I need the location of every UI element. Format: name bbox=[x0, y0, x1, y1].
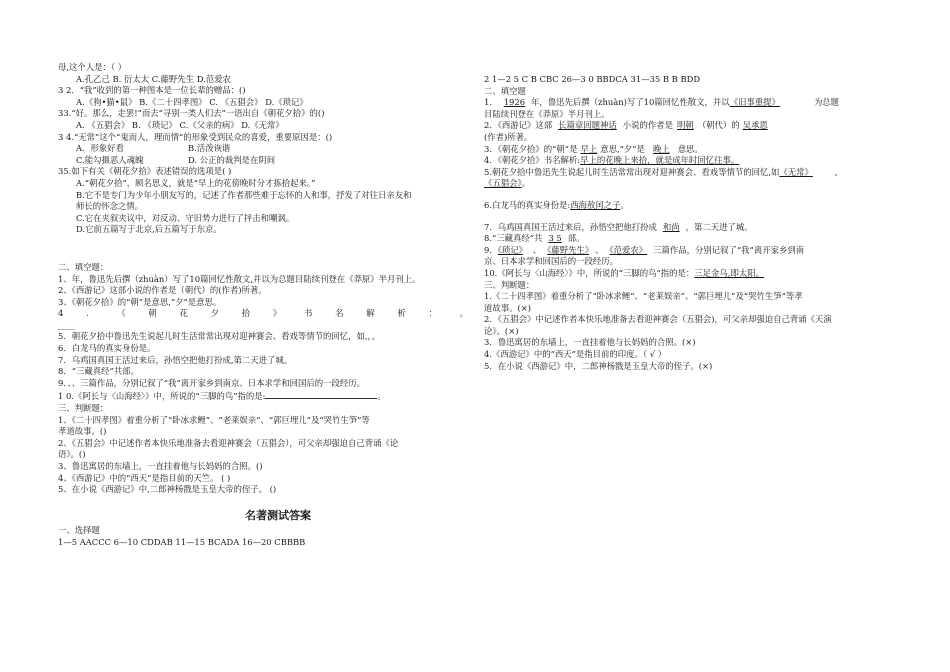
answer-fill-2-pre: 2．《西游记》这部 bbox=[484, 120, 553, 131]
fill-q10-blank bbox=[265, 389, 377, 399]
answer-fill-9-a: 《琐记》 bbox=[497, 244, 523, 255]
answer-judge-title: 三、判断题： bbox=[484, 279, 535, 290]
answer-judge-2b: 论》。(×) bbox=[484, 325, 519, 336]
fill-q4-char: 拾 bbox=[241, 308, 251, 319]
answer-choice-line-1: 1—5 AACCC 6—10 CDDAB 11—15 BCADA 16—20 CBBBB bbox=[58, 536, 306, 547]
answer-judge-1b: 道故事。(×) bbox=[484, 302, 532, 313]
q35-option-a: A.“朝花夕拾”，顾名思义，就是“早上的花傍晚时分才拣拾起来。” bbox=[76, 177, 316, 188]
answer-judge-5: 5．在小说《西游记》中，二郎神杨戬是玉皇大帝的侄子。(×) bbox=[484, 360, 713, 371]
q32-options: A.《狗•猫•鼠》 B.《二十四孝图》 C. 《五猖会》 D.《琐记》 bbox=[76, 96, 308, 107]
fill-q4-tail: ____ bbox=[58, 319, 75, 330]
answer-fill-1-mid: 年，鲁迅先后撰（zhuàn)写了10篇回忆性散文，并以 bbox=[531, 97, 730, 108]
answer-fill-5b-tail: 。 bbox=[521, 178, 531, 189]
q35-stem: 35.如下有关《朝花夕拾》表述错误的选项是( ) bbox=[58, 166, 232, 177]
answer-fill-4-pre: 4．《朝花夕拾》书名解析: bbox=[484, 155, 581, 166]
q35-option-b-2: 师长的怀念之情。 bbox=[76, 201, 143, 212]
fill-q4-char: 书 bbox=[303, 308, 313, 319]
fill-q5: 5．朝花夕拾中鲁迅先生说起儿时生活常常出现对迎神赛会、看戏等情节的回忆，如,，。 bbox=[58, 331, 381, 342]
answer-fill-9-sep1: 、 bbox=[532, 244, 542, 255]
fill-q10-end: 。 bbox=[377, 391, 386, 402]
q32-stem: 3 2．“我”收到的第一种图本是一位长辈的赠品：() bbox=[58, 85, 246, 96]
answer-fill-3-tail: 意思。 bbox=[677, 143, 703, 154]
answer-fill-2b: (作者)所著。 bbox=[484, 131, 533, 142]
q35-option-d: D.它前五篇写于北京,后五篇写于东京。 bbox=[76, 224, 222, 235]
answer-fill-2-mid2: （朝代）的 bbox=[697, 120, 740, 131]
fill-q9: 9．、、三篇作品，分别记叙了“我”离开家乡到南京、日本求学和回国后的一段经历。 bbox=[58, 377, 365, 388]
answer-fill-3-a: 早上 bbox=[580, 143, 598, 154]
q33-stem: 33.“好。那么，走罢!”而去“寻别一类人们去”一语出自《朝花夕拾》的() bbox=[58, 108, 325, 119]
fill-q4-char: 夕 bbox=[210, 308, 219, 319]
answer-fill-10-pre: 10.《阿长与〈山海经〉》中，所说的“三脚的鸟”指的是： bbox=[484, 267, 695, 278]
answer-judge-3: 3．鲁迅寓居的东墙上，一直挂着他与长妈妈的合照。(×) bbox=[484, 337, 696, 348]
answer-fill-8-tail: 部。 bbox=[567, 233, 585, 244]
answer-fill-9-tail: 三篇作品，分别记叙了“我”离开家乡到南 bbox=[653, 244, 805, 255]
q34-option-d: D. 公正的裁判是在阴间 bbox=[188, 154, 276, 165]
q34-option-c: C.能勾摄恶人魂魄 bbox=[76, 154, 144, 165]
fill-q3: 3、《朝花夕拾》的“朝”是意思,“夕”是意思。 bbox=[58, 296, 222, 307]
answer-fill-title: 二、填空题 bbox=[484, 85, 526, 96]
judge-q5: 5、在小说《西游记》中,二郎神杨戬是玉皇大帝的侄子。 () bbox=[58, 484, 277, 495]
fill-q4-char: 》 bbox=[272, 308, 282, 319]
answer-fill-7 bbox=[484, 222, 884, 234]
answer-fill-2-author: 吴承恩 bbox=[742, 120, 768, 131]
answer-choice-section: 一、选择题 bbox=[58, 525, 100, 536]
judge-q3: 3、鲁迅寓居的东墙上，一直挂着他与长妈妈的合照。() bbox=[58, 461, 263, 471]
answer-fill-2-dynasty: 明朝 bbox=[677, 120, 694, 131]
right-column bbox=[484, 74, 884, 372]
answer-fill-5: 5.朝花夕拾中鲁迅先生说起儿时生活常常出现对迎神赛会、看戏等情节的回忆,如《无常》 , bbox=[484, 166, 838, 177]
q34-option-b: B.活泼诙谐 bbox=[188, 143, 231, 154]
q31-stem: 母,这个人是：（ ） bbox=[58, 62, 127, 72]
answer-fill-1-year: 1926 bbox=[503, 97, 526, 108]
judge-q2-line2: 语》。() bbox=[58, 449, 86, 460]
answer-fill-1-title: 《旧事重提》 bbox=[729, 97, 780, 108]
answer-fill-2-kind: 长篇章回题神话 bbox=[558, 120, 617, 131]
fill-q10-text: 1 0.《阿长与〈山海经〉》中，所说的“三脚的鸟”指的是: bbox=[58, 391, 266, 402]
answer-fill-1-tail: 为总题 bbox=[813, 97, 840, 108]
answer-fill-9-sep2: 、 bbox=[595, 244, 604, 255]
fill-q4-char: 析 bbox=[397, 308, 406, 319]
answer-fill-9b: 京、日本求学和回国后的一段经历。 bbox=[484, 256, 618, 267]
answer-fill-9-pre: 9． bbox=[484, 244, 498, 255]
judge-section-title: 三、判断题： bbox=[58, 403, 109, 414]
q35-option-b-1: B.它不是专门为少年小朋友写的，记述了作者那些难于忘怀的人和事，抒发了对往日亲友和 bbox=[76, 189, 412, 200]
left-column bbox=[58, 62, 468, 549]
fill-q2: 2、《西游记》这部小说的作者是（朝代）的(作者)所著。 bbox=[58, 285, 267, 296]
answer-fill-7-ans: 和尚 bbox=[662, 221, 680, 232]
answer-fill-1b: 目陆续刊登在《莽原》半月刊上。 bbox=[484, 108, 610, 119]
q35-option-c: C.它在夹叙夹议中，对反动、守旧势力进行了抨击和嘲讽。 bbox=[76, 212, 295, 223]
answer-fill-9-b: 《藤野先生》 bbox=[547, 244, 590, 255]
answer-fill-8 bbox=[484, 233, 884, 245]
answer-fill-3-b: 晚上 bbox=[652, 143, 670, 154]
q34-options-cd bbox=[58, 155, 468, 167]
q31-options: A.孔乙己 B. 衍太太 C.藤野先生 D.范爱农 bbox=[76, 73, 231, 84]
answer-title: 名著测试答案 bbox=[245, 508, 311, 522]
answer-fill-6-ans: 西海敖闰之子 bbox=[570, 199, 621, 210]
judge-q1-line1: 1、《二十四孝图》着重分析了“卧冰求鲤”、“老莱娱亲”、“郭巨埋儿”及“哭竹生笋”等 bbox=[58, 414, 370, 425]
answer-judge-4: 4.《西游记》中的“西天”是指目前的印度。（ √ ） bbox=[484, 349, 667, 360]
answer-fill-1-pre: 1． bbox=[484, 97, 498, 108]
judge-q1-line2: 孝道故事。() bbox=[58, 426, 107, 437]
answer-fill-6 bbox=[484, 200, 884, 212]
answer-fill-5-a: 《无常》 bbox=[779, 166, 813, 177]
answer-fill-10 bbox=[484, 268, 884, 280]
fill-q8: 8．“三藏真经”共部。 bbox=[58, 366, 139, 377]
fill-q4-char: 。 bbox=[459, 308, 468, 319]
answer-fill-4-ans: 早上的花晚上来拾，就是成年时回忆往事。 bbox=[580, 155, 740, 166]
q33-options: A. 《五猖会》 B. 《琐记》 C.《父亲的病》 D.《无常》 bbox=[76, 119, 284, 130]
fill-q7: 7．乌鸡国真国王活过来后，孙悟空把他打扮成,第二天进了城。 bbox=[58, 354, 293, 365]
answer-fill-5b-a: 《五猖会》 bbox=[484, 178, 522, 189]
answer-fill-8-pre: 8.“三藏真经”共 bbox=[484, 233, 543, 244]
fill-q4-char: 朝 bbox=[148, 308, 157, 319]
fill-q6: 6．白龙马的真实身份是。 bbox=[58, 343, 156, 354]
fill-section-title: 二、填空题： bbox=[58, 261, 109, 272]
answer-judge-2a: 2．《五猖会》中记述作者本快乐地准备去看迎神赛会（五猖会)，可父亲却强迫自己背诵《天演 bbox=[484, 314, 832, 325]
answer-fill-4 bbox=[484, 155, 884, 167]
answer-fill-9-c: 《范爱农》 bbox=[609, 244, 648, 255]
answer-fill-9 bbox=[484, 245, 884, 257]
answer-fill-1 bbox=[484, 97, 884, 109]
answer-fill-6-tail: 。 bbox=[620, 199, 629, 210]
fill-q4-char: 名 bbox=[335, 308, 344, 319]
judge-q2-line1: 2、《五猖会》中记述作者本快乐地准备去看迎神赛会（五猖会），可父亲却强迫自己背诵《论 bbox=[58, 437, 399, 448]
answer-fill-5b bbox=[484, 178, 884, 190]
fill-q4 bbox=[58, 308, 468, 320]
fill-q1: 1、年，鲁迅先后撰（zhuàn）写了10篇回忆性散文,并以为总题目陆续刊登在《莽原》半月刊上。 bbox=[58, 273, 421, 284]
answer-fill-7-pre: 7．乌鸡国真国王活过来后，孙悟空把他打扮成 bbox=[484, 221, 657, 232]
q34-option-a: A．形象好看 bbox=[76, 143, 124, 154]
answer-fill-3-pre: 3．《朝花夕拾》的“朝”是 bbox=[484, 143, 578, 154]
answer-choice-line-2: 2 1—2 5 C B CBC 26—3 0 BBDCA 31—35 B B BDD bbox=[484, 74, 701, 84]
fill-q4-char: 《 bbox=[117, 308, 126, 319]
q34-stem: 3 4.“无常”这个“鬼而人，理而情”的形象受到民众的喜爱，重要原因是：() bbox=[58, 131, 333, 142]
answer-fill-7-tail: ，第二天进了城。 bbox=[685, 221, 753, 232]
answer-fill-2-mid: 小说的作者是 bbox=[622, 120, 674, 131]
answer-fill-8-ans: 3 5 bbox=[548, 233, 562, 244]
answer-fill-6-pre: 6.白龙马的真实身份是: bbox=[484, 199, 571, 210]
answer-judge-1a: 1.《二十四孝图》着重分析了“卧冰求鲤”、“老莱娱亲”、“郭巨埋儿”及“哭竹生笋”等孝 bbox=[484, 291, 803, 302]
answer-fill-10-ans: 三足金乌,即太阳。 bbox=[694, 267, 764, 278]
answer-fill-3-mid: 意思,“夕”是 bbox=[600, 143, 645, 154]
fill-q10 bbox=[58, 389, 468, 403]
fill-q4-char: ． bbox=[86, 308, 95, 319]
fill-q4-char: 花 bbox=[179, 308, 188, 319]
q34-options-ab bbox=[58, 143, 468, 155]
answer-fill-2 bbox=[484, 120, 884, 132]
fill-q4-char: ： bbox=[428, 308, 437, 319]
fill-q4-char: 解 bbox=[366, 308, 375, 319]
answer-fill-5-pre: 5.朝花夕拾中鲁迅先生说起儿时生活常常出现对迎神赛会、看戏等情节的回忆,如 bbox=[484, 166, 780, 177]
judge-q4: 4、《西游记》中的“西天”是指目前的天竺。 ( ) bbox=[58, 472, 231, 483]
answer-fill-3 bbox=[484, 144, 884, 156]
fill-q4-char: 4 bbox=[58, 308, 64, 319]
